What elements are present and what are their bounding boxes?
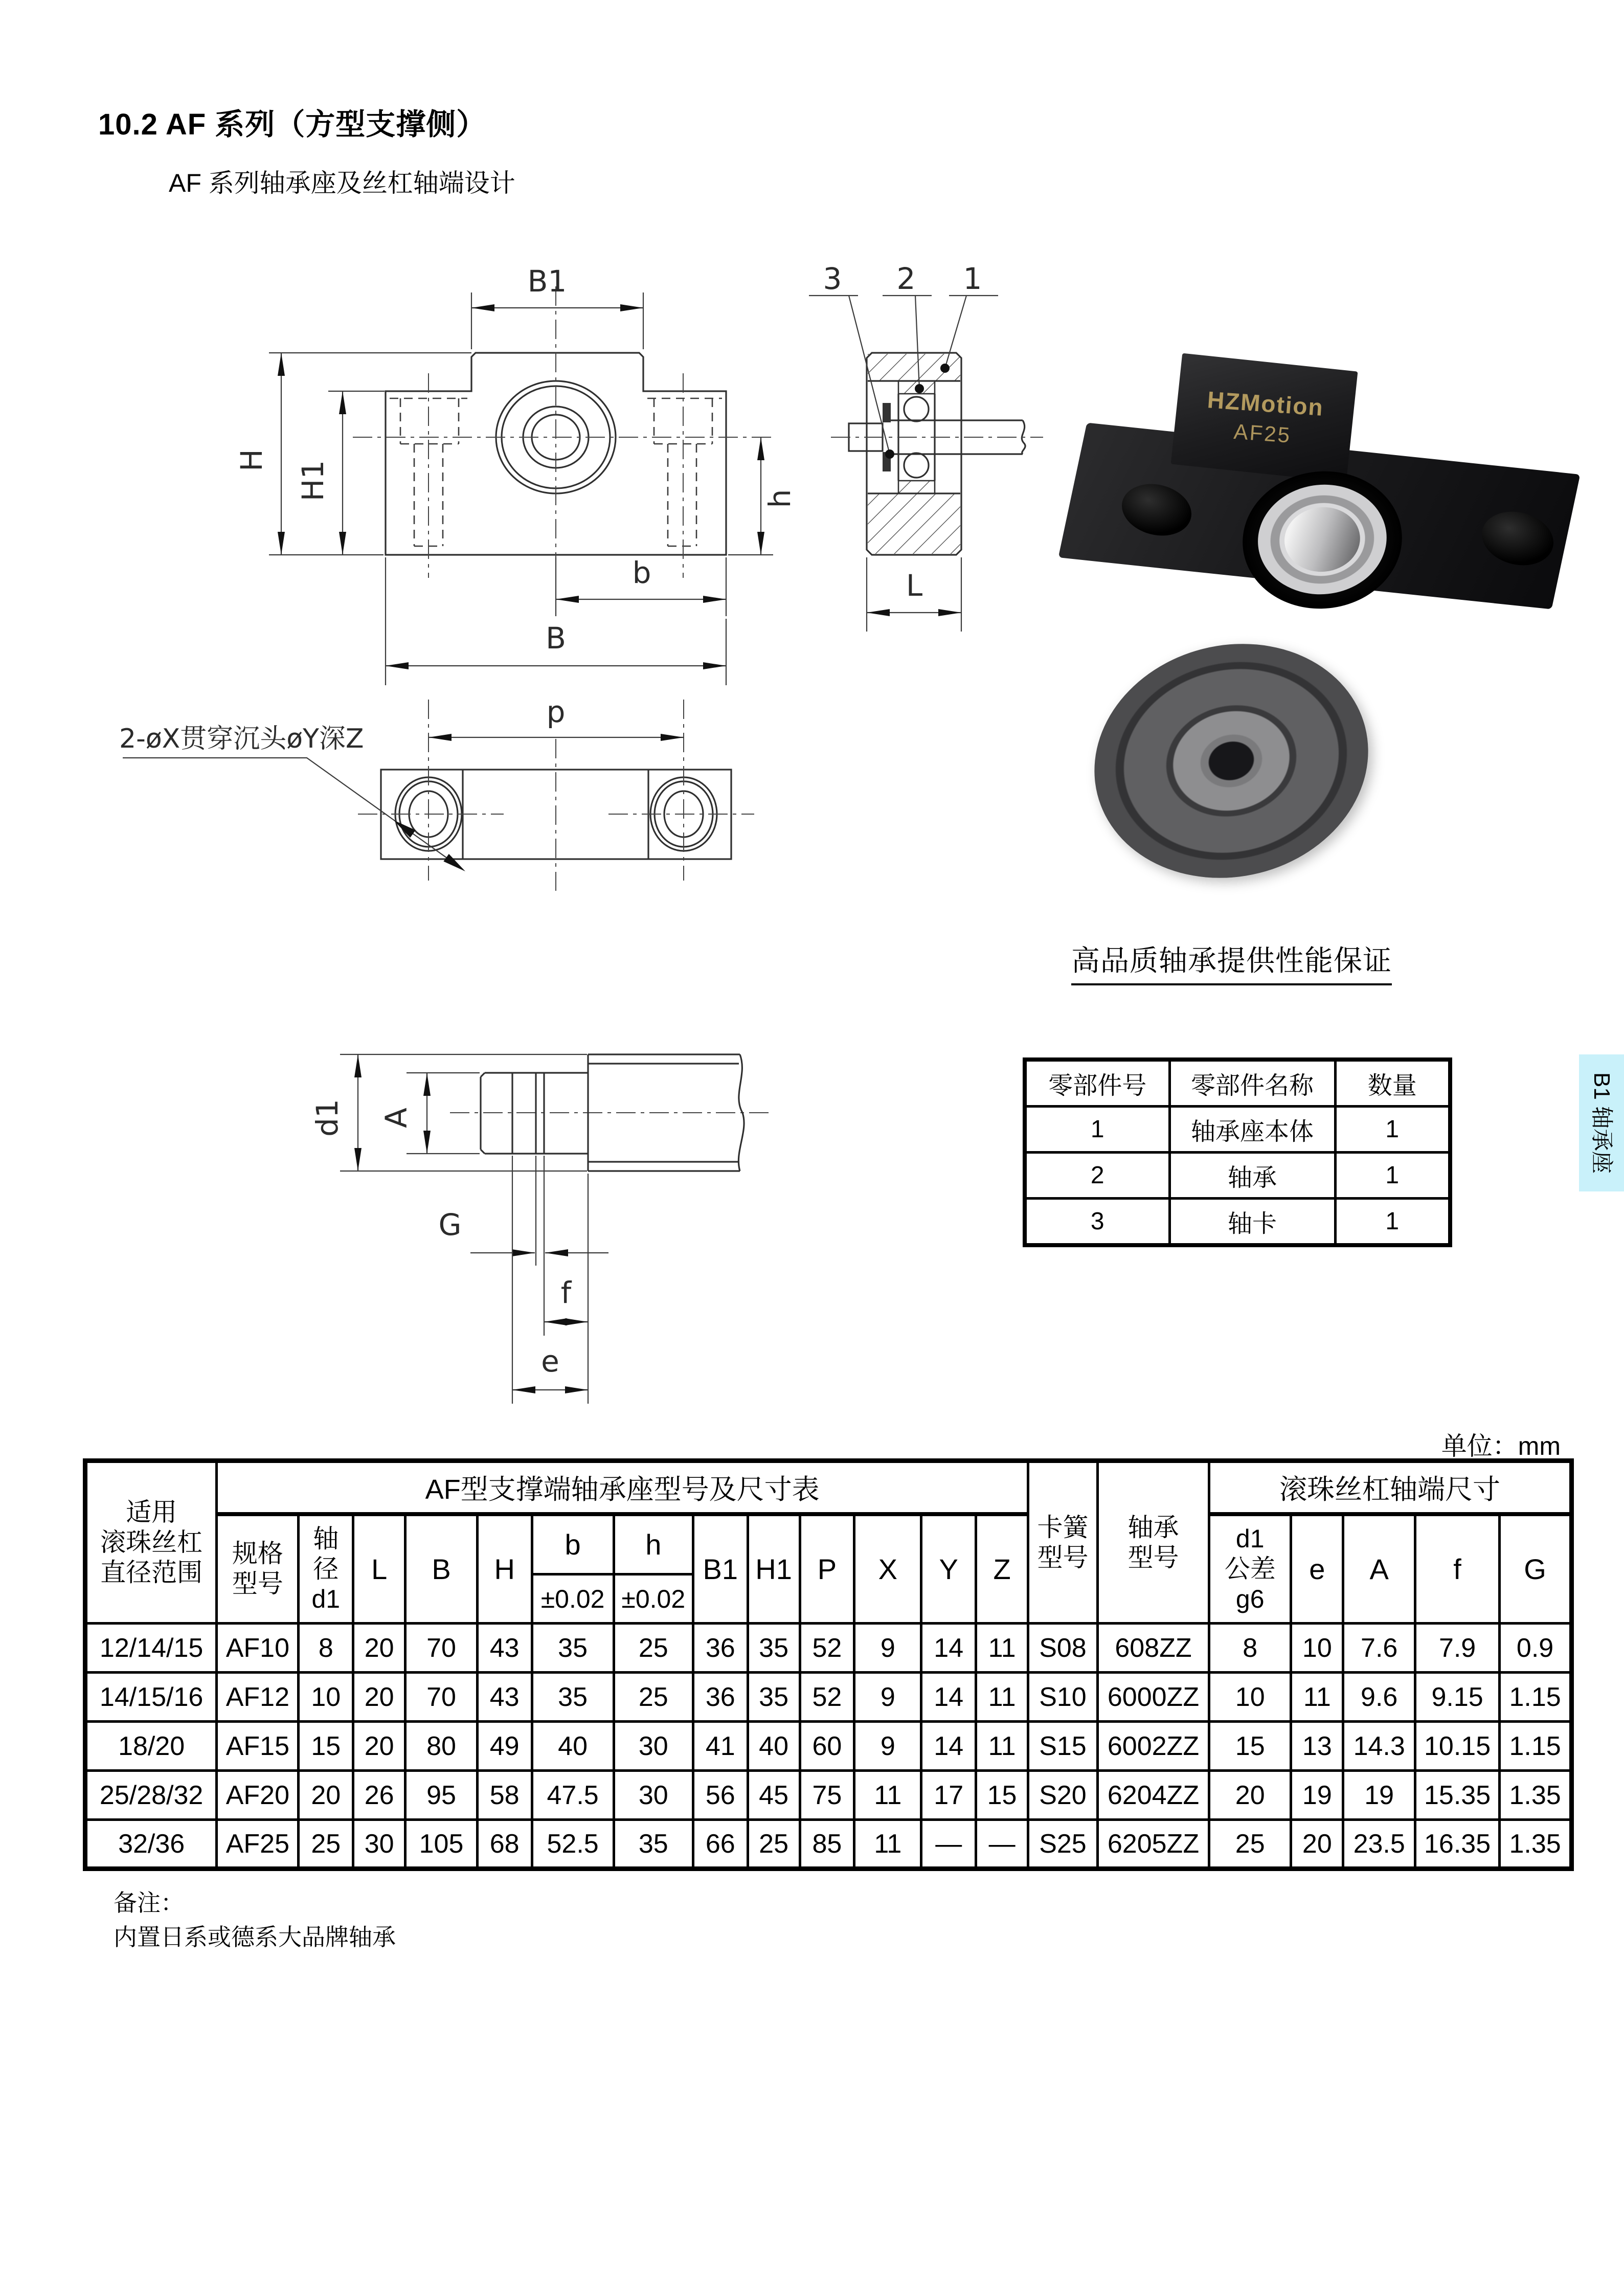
front-view-dimensions — [234, 264, 797, 685]
dim-label-B1: B1 — [527, 264, 567, 299]
parts-cell: 轴承座本体 — [1169, 1107, 1335, 1153]
parts-cell: 轴卡 — [1169, 1199, 1335, 1246]
table-row-AF12: 14/15/16 AF12 10 20 70 43 35 25 36 35 52 9 14 11 S10 6000ZZ 10 11 9.6 9.15 1.15 — [85, 1673, 1572, 1722]
bottom-view-dimensions — [119, 694, 684, 875]
header-B: B — [405, 1514, 478, 1624]
dim-label-A: A — [379, 1108, 414, 1128]
parts-row-2 — [1025, 1153, 1450, 1199]
dim-label-e: e — [541, 1344, 559, 1379]
dim-label-d1: d1 — [310, 1099, 345, 1137]
remarks — [114, 1886, 396, 1954]
parts-cell: 3 — [1025, 1199, 1169, 1246]
header-d1-tolerance-g6: d1 公差 g6 — [1209, 1514, 1291, 1624]
parts-cell: 1 — [1335, 1199, 1450, 1246]
parts-col-name: 零部件名称 — [1169, 1060, 1335, 1107]
mount-top-block — [1171, 353, 1358, 483]
parts-cell: 1 — [1335, 1107, 1450, 1153]
header-G: G — [1500, 1514, 1572, 1624]
remark-label: 备注： — [114, 1889, 184, 1916]
header-b-tolerance: ±0.02 — [532, 1574, 614, 1624]
header-A: A — [1343, 1514, 1415, 1624]
header-b: b — [532, 1514, 614, 1574]
header-shaft-dia-d1: 轴 径 d1 — [299, 1514, 353, 1624]
dim-label-f: f — [560, 1275, 572, 1310]
chapter-side-tab — [1579, 1054, 1624, 1191]
header-Y: Y — [921, 1514, 976, 1624]
shaft-end-drawing — [286, 1033, 777, 1432]
part-label-1: 1 — [963, 261, 982, 296]
parts-row-3 — [1025, 1199, 1450, 1246]
brand-engraving: HZMotion — [1206, 386, 1325, 421]
table-row-AF20: 25/28/32 AF20 20 26 95 58 47.5 30 56 45 75 11 17 15 S20 6204ZZ 20 19 19 15.35 1.35 — [85, 1771, 1572, 1820]
chapter-side-tab-label: B1 轴承座 — [1589, 1072, 1614, 1174]
main-table-group-row — [85, 1461, 1572, 1514]
dim-label-h: h — [762, 489, 797, 508]
product-photo-mount — [1066, 332, 1577, 598]
parts-col-qty: 数量 — [1335, 1060, 1450, 1107]
mount-bearing-bore — [1281, 504, 1363, 576]
dim-label-L: L — [906, 568, 923, 603]
header-group-housing: AF型支撑端轴承座型号及尺寸表 — [217, 1461, 1028, 1514]
header-h: h — [614, 1514, 693, 1574]
header-H: H — [477, 1514, 532, 1624]
dim-label-H1: H1 — [296, 460, 330, 502]
header-circlip-model: 卡簧 型号 — [1028, 1461, 1098, 1624]
bearing-ring — [1069, 615, 1393, 906]
shaft-end-geometry — [450, 1054, 770, 1171]
remark-text: 内置日系或德系大品牌轴承 — [114, 1923, 396, 1950]
product-photo-bearing — [1089, 639, 1375, 890]
counterbore-callout: 2-øX贯穿沉头øY深Z — [119, 724, 364, 754]
dim-label-b: b — [632, 555, 651, 590]
parts-table — [1023, 1057, 1452, 1247]
dim-label-B: B — [546, 621, 566, 656]
header-L: L — [353, 1514, 405, 1624]
parts-cell: 轴承 — [1169, 1153, 1335, 1199]
main-table-subheader-row — [85, 1514, 1572, 1574]
model-engraving: AF25 — [1233, 419, 1292, 447]
table-row-AF25: 32/36 AF25 25 30 105 68 52.5 35 66 25 85 11 — — S25 6205ZZ 25 20 23.5 16.35 1.35 — [85, 1820, 1572, 1869]
header-H1: H1 — [748, 1514, 800, 1624]
header-Z: Z — [976, 1514, 1028, 1624]
header-group-screw-end: 滚珠丝杠轴端尺寸 — [1209, 1461, 1572, 1514]
quality-guarantee-text: 高品质轴承提供性能保证 — [1071, 938, 1392, 985]
part-label-2: 2 — [896, 261, 916, 296]
header-h-tolerance: ±0.02 — [614, 1574, 693, 1624]
main-dimensions-table — [83, 1458, 1574, 1871]
part-label-3: 3 — [823, 261, 842, 296]
section-view-geometry — [831, 353, 1043, 555]
unit-label: 单位：mm — [1441, 1432, 1561, 1460]
parts-cell: 1 — [1025, 1107, 1169, 1153]
parts-row-1 — [1025, 1107, 1450, 1153]
header-e: e — [1291, 1514, 1343, 1624]
header-applicable-diameter: 适用 滚珠丝杠 直径范围 — [85, 1461, 217, 1624]
section-view-callouts — [809, 261, 998, 632]
header-P: P — [800, 1514, 854, 1624]
header-bearing-model: 轴承 型号 — [1097, 1461, 1209, 1624]
parts-table-header — [1025, 1060, 1450, 1107]
front-view-geometry — [353, 286, 773, 588]
header-f: f — [1415, 1514, 1500, 1624]
page-title: 10.2 AF 系列（方型支撑侧） — [98, 108, 487, 141]
header-B1: B1 — [693, 1514, 748, 1624]
dim-label-p: p — [546, 694, 566, 729]
parts-cell: 2 — [1025, 1153, 1169, 1199]
header-spec-model: 规格 型号 — [217, 1514, 299, 1624]
dim-label-H: H — [234, 449, 269, 471]
mount-bearing-shield — [1252, 478, 1392, 600]
front-and-bottom-view-drawing — [87, 225, 828, 941]
shaft-end-dimensions — [310, 1054, 608, 1404]
page-subtitle: AF 系列轴承座及丝杠轴端设计 — [169, 169, 515, 197]
parts-cell: 1 — [1335, 1153, 1450, 1199]
section-view-drawing — [798, 225, 1064, 736]
parts-col-number: 零部件号 — [1025, 1060, 1169, 1107]
dim-label-G: G — [438, 1207, 462, 1242]
header-X: X — [854, 1514, 921, 1624]
table-row-AF15: 18/20 AF15 15 20 80 49 40 30 41 40 60 9 14 11 S15 6002ZZ 15 13 14.3 10.15 1.15 — [85, 1722, 1572, 1771]
table-row-AF10: 12/14/15 AF10 8 20 70 43 35 25 36 35 52 9 14 11 S08 608ZZ 8 10 7.6 7.9 0.9 — [85, 1624, 1572, 1673]
